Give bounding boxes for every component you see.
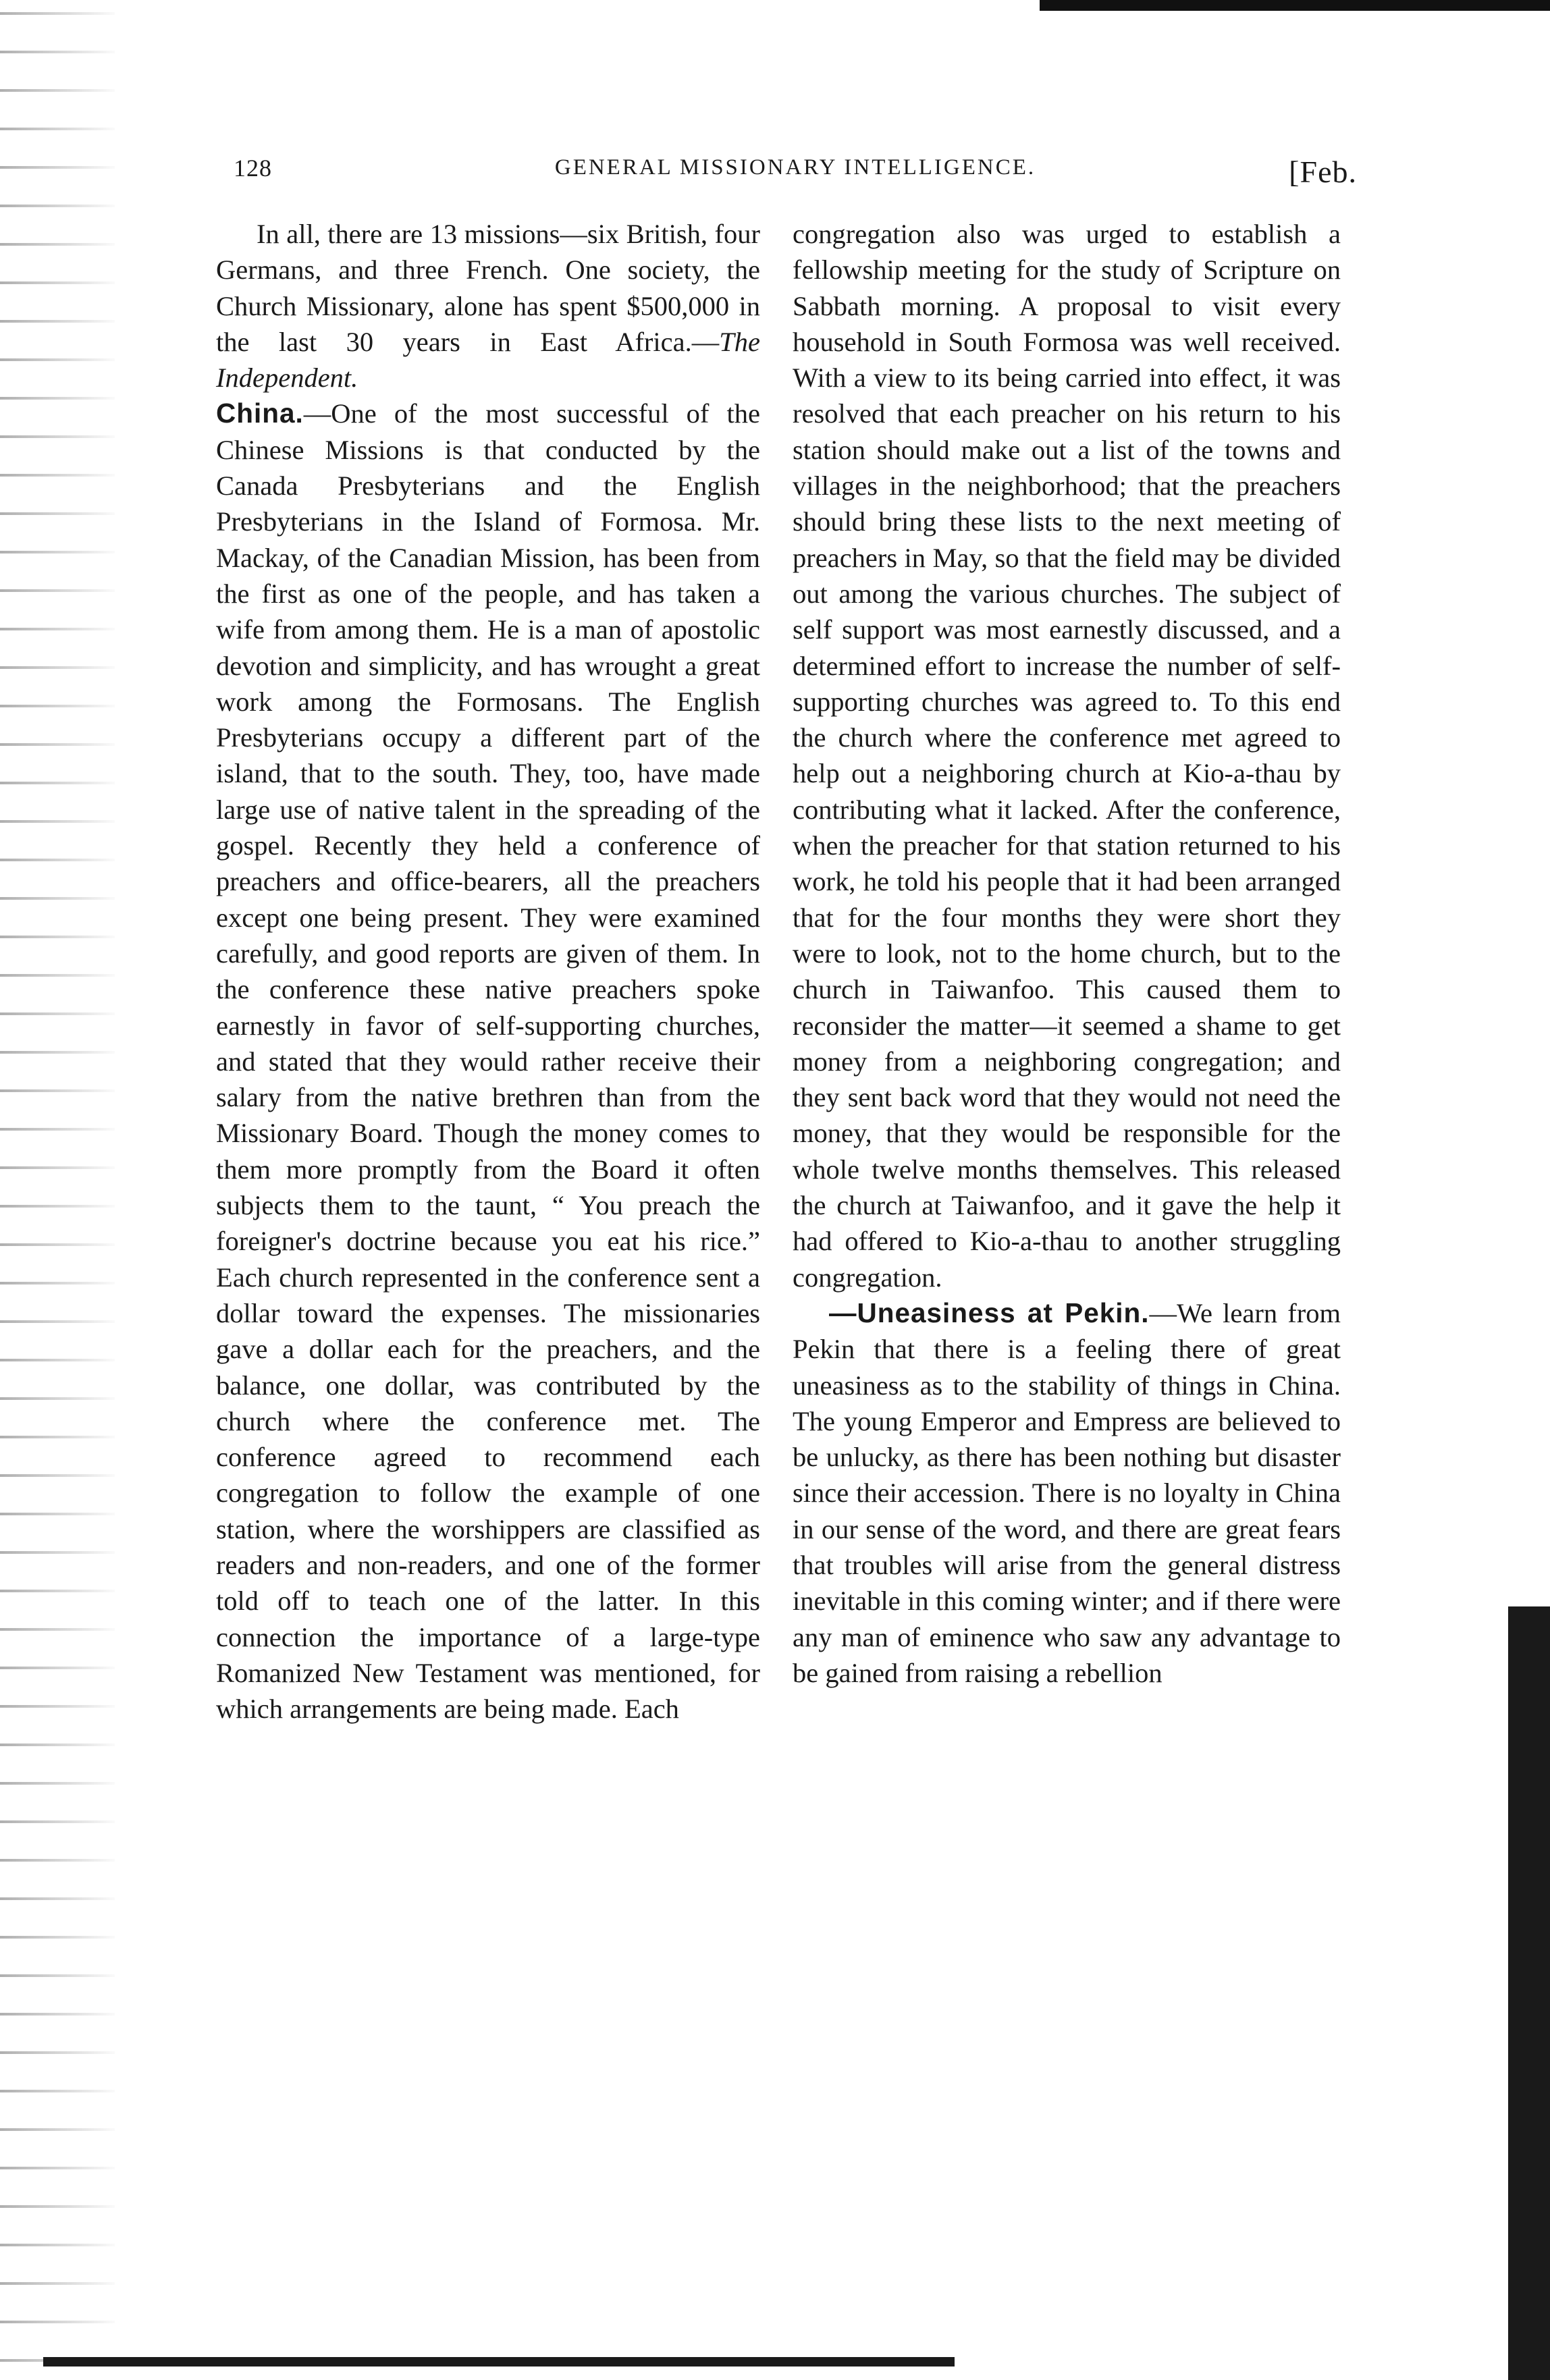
scan-right-edge [1508, 1606, 1550, 2380]
running-title: GENERAL MISSIONARY INTELLIGENCE. [554, 155, 1036, 180]
page-number: 128 [234, 155, 272, 182]
right-paragraph-2 [793, 1295, 1341, 1691]
scan-top-rule [1040, 0, 1550, 11]
right-column [793, 216, 1341, 1691]
right-paragraph-2-text: —We learn from Pekin that there is a feeling there of great uneasiness as to the stability of things in China. The young Emperor and Empress are believed to be unlucky, as there has been nothing but disaster since their accession. There is no loyalty in China in our sense of the word, and there are great fears that troubles will arise from the general distress inevitable in this coming winter; and if there were any man of eminence who saw any advantage to be gained from raising a rebellion [793, 1297, 1341, 1688]
right-paragraph-1-text: congregation also was urged to establish a fellowship meeting for the study of Scripture on Sabbath morning. A proposal to visit every household in South Formosa was well received. With a view to its being carried into effect, it was resolved that each preacher on his return to his station should make out a list of the towns and villages in the neighborhood; that the preachers should bring these lists to the next meeting of preachers in May, so that the field may be divided out among the various churches. The subject of self support was most earnestly discussed, and a determined effort to increase the number of self-supporting churches was agreed to. To this end the church where the conference met agreed to help out a neighboring church at Kio-a-thau by contributing what it lacked. After the conference, when the preacher for that station returned to his work, he told his people that it had been arranged that for the four months they were short they were to look, not to the home church, but to the church in Taiwanfoo. This caused them to reconsider the matter—it seemed a shame to get money from a neighboring congregation; and they sent back word that they would not need the money, that they would be responsible for the whole twelve months themselves. This released the church at Taiwanfoo, and it gave the help it had offered to Kio-a-thau to another struggling congregation. [793, 219, 1341, 1293]
scan-left-edge [0, 0, 115, 2380]
left-paragraph-1 [216, 216, 760, 396]
section-heading-pekin: —Uneasiness at Pekin. [829, 1297, 1150, 1328]
header-month: [Feb. [1289, 155, 1357, 189]
scan-bottom-rule [43, 2357, 955, 2367]
left-paragraph-2-text: —One of the most successful of the Chinese Missions is that conducted by the Canada Presbyterians and the English Presbyterians in the Island of Formosa. Mr. Mackay, of the Canadian Mission, has been from the first as one of the people, and has taken a wife from among them. He is a man of apostolic devotion and simplicity, and has wrought a great work among the Formosans. The English Presbyterians occupy a different part of the island, that to the south. They, too, have made large use of native talent in the spreading of the gospel. Recently they held a conference of preachers and office-bearers, all the preachers except one being present. They were examined carefully, and good reports are given of them. In the conference these native preachers spoke earnestly in favor of self-supporting churches, and stated that they would rather receive their salary from the native brethren than from the Missionary Board. Though the money comes to them more promptly from the Board it often subjects them to the taunt, “ You preach the foreigner's doctrine because you eat his rice.” Each church represented in the conference sent a dollar toward the expenses. The missionaries gave a dollar each for the preachers, and the balance, one dollar, was contributed by the church where the conference met. The conference agreed to recommend each congregation to follow the example of one station, where the worshippers are classified as readers and non-readers, and one of the former told off to teach one of the latter. In this connection the importance of a large-type Romanized New Testament was mentioned, for which arrangements are being made. Each [216, 398, 760, 1725]
source-citation: The Independent. [216, 326, 760, 394]
section-heading-china: China. [216, 398, 304, 429]
left-paragraph-1-text: In all, there are 13 missions—six British, four Germans, and three French. One society, the Church Missionary, alone has spent $500,000 in the last 30 years in East Africa.— [216, 219, 760, 357]
page-header [234, 154, 1357, 194]
left-column [216, 216, 760, 1727]
left-paragraph-2 [216, 396, 760, 1727]
right-paragraph-1 [793, 216, 1341, 1295]
